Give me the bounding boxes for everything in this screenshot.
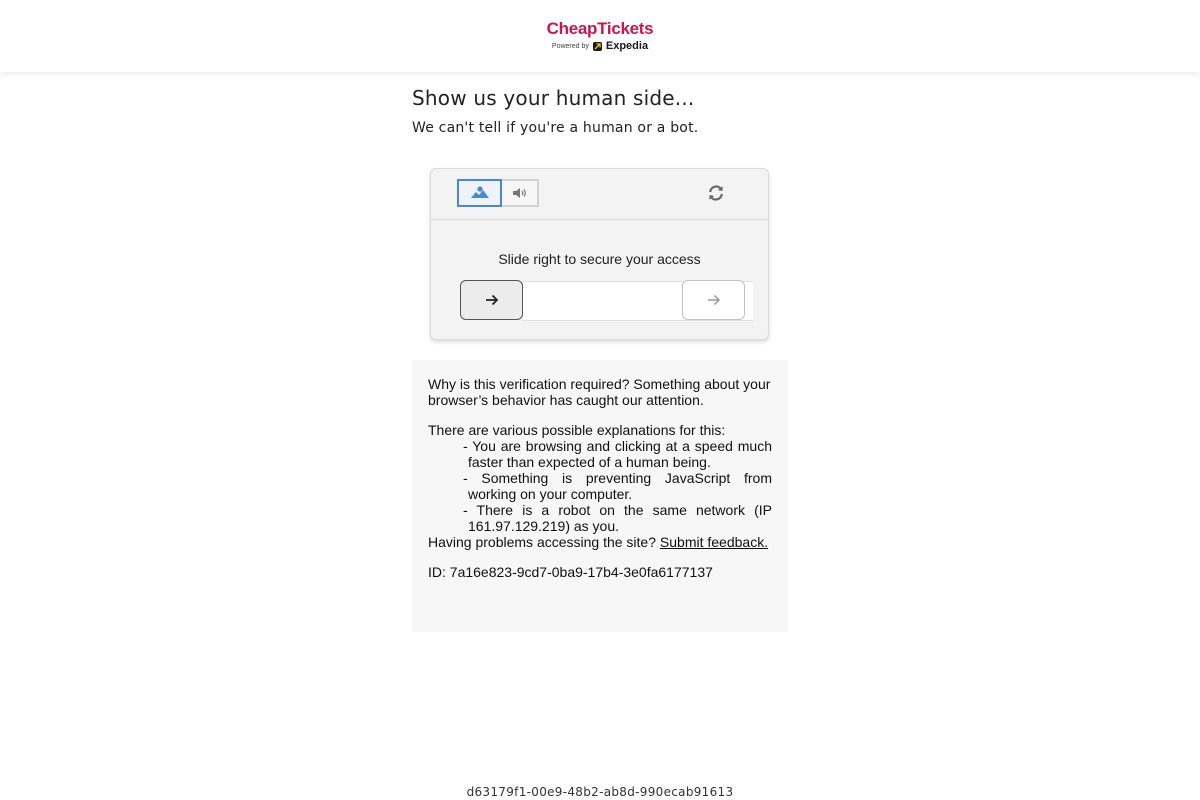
audio-mode-button[interactable] xyxy=(502,179,539,207)
site-header xyxy=(0,0,1200,72)
page-subtitle: We can't tell if you're a human or a bot. xyxy=(412,120,699,136)
speaker-icon xyxy=(512,184,528,203)
reason-item: - You are browsing and clicking at a speed much faster than expected of a human being. xyxy=(463,438,772,470)
main-content xyxy=(412,86,812,136)
explanations-intro: There are various possible explanations for this: xyxy=(428,422,726,438)
powered-by-label: Powered by xyxy=(551,43,589,50)
page-title: Show us your human side... xyxy=(412,86,695,110)
reason-item: - There is a robot on the same network (IP 161.97.129.219) as you. xyxy=(463,502,772,534)
partner-name: Expedia xyxy=(605,40,649,52)
expedia-logo-icon xyxy=(593,42,602,51)
arrow-right-icon xyxy=(485,291,499,310)
why-verification-text: Why is this verification required? Something about your browser’s behavior has caught our attention. xyxy=(428,376,771,408)
slider-target xyxy=(682,280,745,320)
captcha-toolbar xyxy=(431,169,768,220)
problems-line xyxy=(428,534,772,550)
image-icon xyxy=(471,184,489,203)
incident-id: ID: 7a16e823-9cd7-0ba9-17b4-3e0fa6177137 xyxy=(428,564,713,580)
reason-item: - Something is preventing JavaScript from working on your computer. xyxy=(463,470,772,502)
refresh-icon xyxy=(707,184,725,206)
slider-instruction: Slide right to secure your access xyxy=(498,251,701,267)
captcha-widget xyxy=(430,168,769,340)
problems-text: Having problems accessing the site? xyxy=(428,534,657,550)
slider-handle[interactable] xyxy=(460,280,523,320)
cheaptickets-logo[interactable] xyxy=(547,20,654,52)
arrow-right-icon xyxy=(707,291,721,310)
powered-by-row xyxy=(552,41,648,52)
refresh-button[interactable] xyxy=(705,184,727,206)
brand-name: CheapTickets xyxy=(546,19,654,38)
reasons-list xyxy=(428,438,772,534)
submit-feedback-link[interactable]: Submit feedback. xyxy=(659,534,769,550)
request-id-footer: d63179f1-00e9-48b2-ab8d-990ecab91613 xyxy=(466,785,734,799)
image-mode-button[interactable] xyxy=(457,179,502,207)
verification-info-panel xyxy=(412,360,788,632)
